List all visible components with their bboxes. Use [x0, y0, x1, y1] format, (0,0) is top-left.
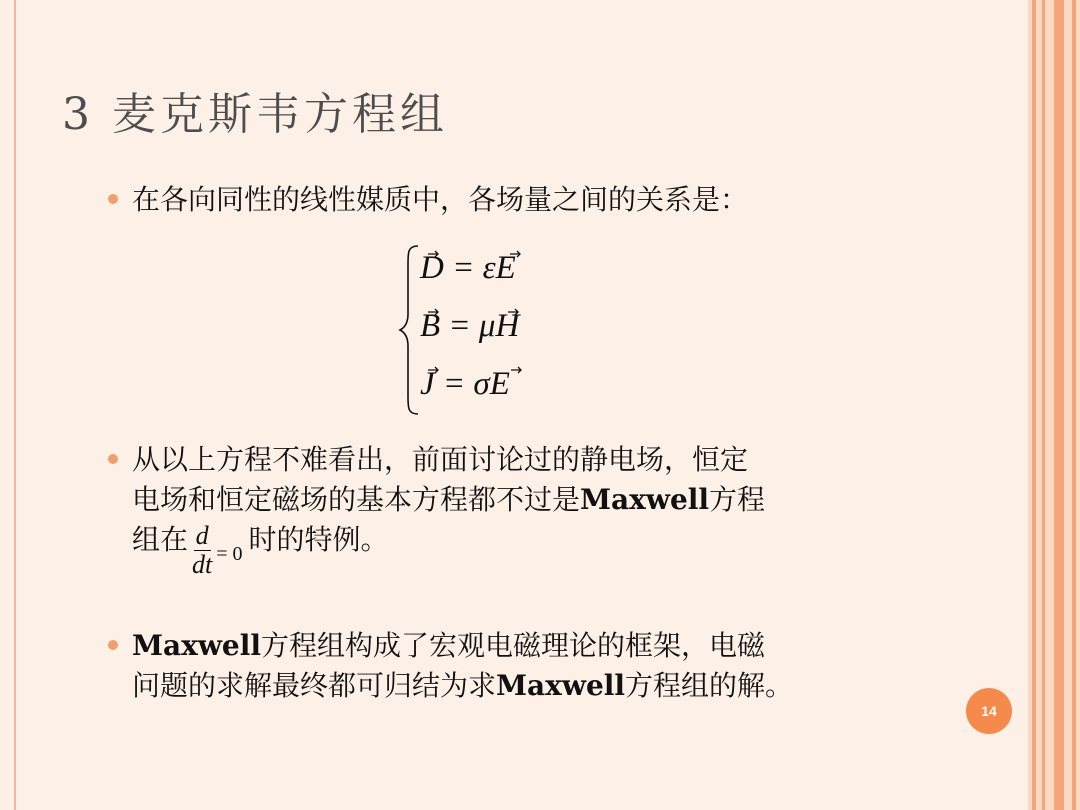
page-number-badge: 14: [966, 688, 1012, 734]
bullet-dot-icon: [108, 640, 118, 650]
bullet-2-line-2: 电场和恒定磁场的基本方程都不过是Maxwell方程: [132, 483, 766, 516]
bullet-2: [108, 440, 765, 579]
bullet-2-line-1: 从以上方程不难看出，前面讨论过的静电场，恒定: [132, 443, 749, 476]
equation-b-mu-h: B = μH: [420, 308, 520, 344]
bullet-2-line-3: 组在 $\frac{d}{dt}$ = 0 时的特例。: [132, 521, 389, 579]
bullet-2-text: [132, 440, 765, 579]
right-border-decoration: [1028, 0, 1080, 810]
constitutive-equations: [398, 240, 598, 420]
bullet-3-line-2: 问题的求解最终都可归结为求Maxwell方程组的解。: [132, 669, 794, 702]
derivative-fraction: $\frac{d}{dt}$: [192, 521, 213, 579]
equals-zero: = 0: [216, 543, 243, 565]
equation-j-sigma-e: J = σE: [420, 366, 510, 402]
bullet-dot-icon: [108, 454, 118, 464]
bullet-3-line-1: Maxwell方程组构成了宏观电磁理论的框架，电磁: [132, 629, 766, 662]
bullet-dot-icon: [108, 194, 118, 204]
slide-title: 3 麦克斯韦方程组: [62, 89, 448, 140]
bullet-3: [108, 626, 793, 706]
bullet-1: [108, 180, 748, 220]
left-border-decoration: [0, 0, 16, 810]
bullet-3-text: [132, 626, 793, 706]
equation-d-epsilon-e: D = εE: [420, 250, 516, 286]
bullet-1-text: 在各向同性的线性媒质中，各场量之间的关系是：: [132, 183, 749, 216]
